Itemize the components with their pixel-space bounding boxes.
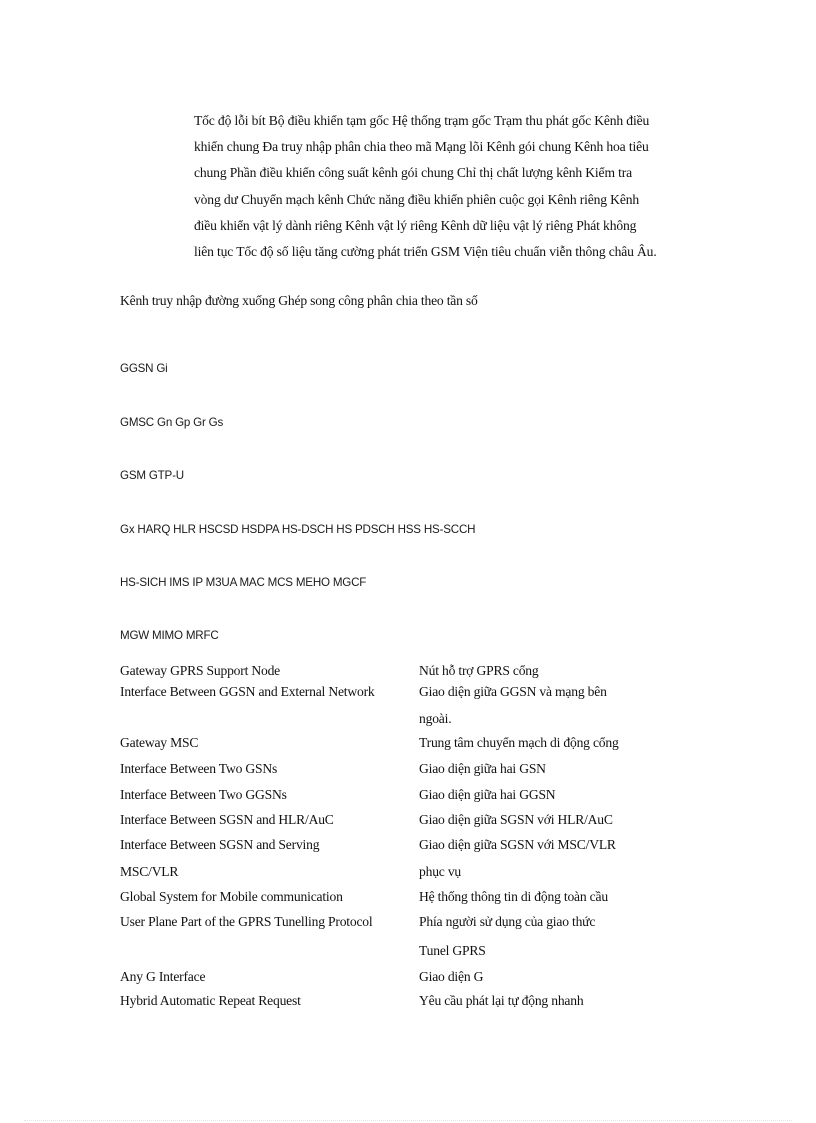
definition-english [120,784,419,805]
definition-vietnamese-text: ngoài. [419,711,452,726]
definition-english [120,681,419,702]
definition-vietnamese-text: Giao diện giữa GGSN và mạng bên [419,684,607,699]
intro-line: vòng dư Chuyển mạch kênh Chức năng điều khiển phiên cuộc gọi Kênh riêng Kênh [194,191,640,207]
definition-english [120,966,419,987]
definition-row [120,834,680,886]
definition-row [120,681,680,732]
definition-english-text: Global System for Mobile communication [120,889,343,904]
definition-vietnamese-text: Giao diện giữa SGSN với MSC/VLR [419,837,616,852]
definition-row [120,809,680,834]
definition-vietnamese-text: Nút hỗ trợ GPRS cổng [419,663,539,678]
definition-row [120,784,680,809]
definition-english-text: User Plane Part of the GPRS Tunelling Protocol [120,914,373,929]
definitions-table [120,660,680,1014]
definition-vietnamese-text: Giao diện G [419,969,484,984]
definition-english-text: Interface Between SGSN and Serving [120,837,320,852]
definition-english [120,809,419,830]
definition-vietnamese [419,834,680,882]
definition-vietnamese [419,966,680,987]
definition-english-text: Gateway MSC [120,735,199,750]
definition-english-text: Any G Interface [120,969,206,984]
definition-english-text: Interface Between GGSN and External Network [120,684,375,699]
definition-row [120,732,680,758]
definition-english [120,834,419,882]
downlink-line: Kênh truy nhập đường xuống Ghép song công phân chia theo tần số [120,293,478,308]
intro-line: liên tục Tốc độ số liệu tăng cường phát triển GSM Viện tiêu chuẩn viễn thông châu Âu. [194,244,657,260]
definition-row [120,758,680,784]
abbreviation-line: MGW MIMO MRFC [120,629,219,642]
definition-vietnamese [419,784,680,805]
definition-vietnamese-text: Giao diện giữa SGSN với HLR/AuC [419,812,613,827]
intro-line: khiển chung Đa truy nhập phân chia theo mã Mạng lõi Kênh gói chung Kênh hoa tiêu [194,139,649,155]
definition-vietnamese-text: phục vụ [419,864,462,879]
page-bottom-divider [24,1120,792,1122]
definition-row [120,990,680,1014]
definition-vietnamese-text: Yêu cầu phát lại tự động nhanh [419,993,584,1008]
definition-english [120,758,419,779]
intro-line: chung Phần điều khiển công suất kênh gói chung Chỉ thị chất lượng kênh Kiểm tra [194,165,632,181]
definition-vietnamese-text: Hệ thống thông tin di động toàn cầu [419,889,608,904]
definition-english [120,732,419,753]
definition-english [120,660,419,681]
definition-row [120,911,680,966]
definition-row [120,660,680,681]
definition-vietnamese-text: Tunel GPRS [419,943,486,958]
abbreviation-line: HS-SICH IMS IP M3UA MAC MCS MEHO MGCF [120,576,367,589]
definition-vietnamese [419,809,680,830]
definition-vietnamese [419,911,680,961]
intro-line: Tốc độ lỗi bít Bộ điều khiển tạm gốc Hệ thống trạm gốc Trạm thu phát gốc Kênh điều [194,113,650,128]
definition-row [120,966,680,990]
definition-vietnamese [419,660,680,681]
intro-line: điều khiển vật lý dành riêng Kênh vật lý riêng Kênh dữ liệu vật lý riêng Phát không [194,217,637,233]
definition-english [120,911,419,932]
definition-row [120,886,680,911]
definition-vietnamese [419,732,680,753]
definition-vietnamese [419,990,680,1011]
definition-vietnamese-text: Giao diện giữa hai GSN [419,761,546,776]
definition-english-text: MSC/VLR [120,864,179,879]
abbreviation-line: Gx HARQ HLR HSCSD HSDPA HS-DSCH HS PDSCH HSS HS-SCCH [120,523,476,536]
definition-english-text: Interface Between SGSN and HLR/AuC [120,812,334,827]
definition-english-text: Gateway GPRS Support Node [120,663,281,678]
definition-vietnamese [419,886,680,907]
definition-vietnamese-text: Trung tâm chuyển mạch di động cổng [419,735,619,750]
definition-vietnamese [419,681,680,729]
definition-english [120,886,419,907]
definition-english [120,990,419,1011]
definition-english-text: Interface Between Two GGSNs [120,787,287,802]
abbreviation-line: GMSC Gn Gp Gr Gs [120,416,224,429]
abbreviation-line: GGSN Gi [120,362,168,375]
definition-vietnamese-text: Phía người sử dụng của giao thức [419,914,596,929]
definition-english-text: Interface Between Two GSNs [120,761,278,776]
definition-vietnamese [419,758,680,779]
abbreviation-line: GSM GTP-U [120,469,184,482]
definition-english-text: Hybrid Automatic Repeat Request [120,993,301,1008]
definition-vietnamese-text: Giao diện giữa hai GGSN [419,787,556,802]
intro-paragraph [194,108,714,265]
